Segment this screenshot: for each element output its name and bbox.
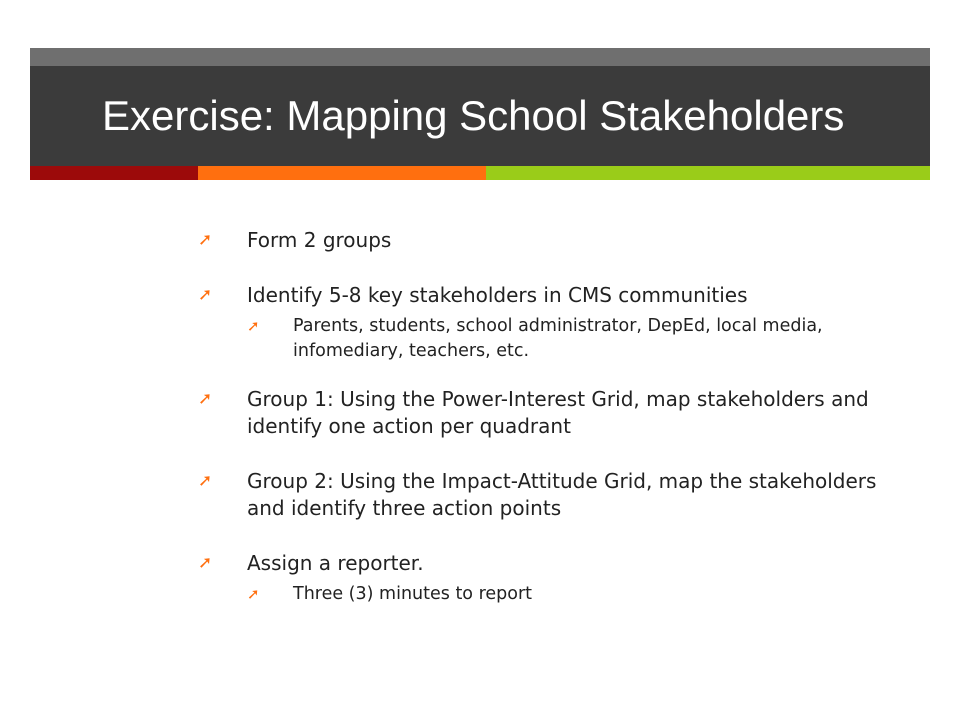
title-top-strip	[30, 48, 930, 66]
arrow-bullet-icon: ➚	[198, 389, 213, 409]
sub-bullet-text: Three (3) minutes to report	[293, 584, 533, 604]
arrow-bullet-icon: ➚	[198, 553, 213, 573]
bullet-item	[198, 550, 888, 607]
bullet-text: Form 2 groups	[247, 228, 392, 252]
arrow-bullet-icon: ➚	[247, 317, 260, 335]
accent-bar-red	[30, 166, 198, 180]
accent-bar-green	[486, 166, 930, 180]
slide-title: Exercise: Mapping School Stakeholders	[102, 92, 845, 139]
sub-bullet-item	[247, 582, 888, 607]
arrow-bullet-icon: ➚	[198, 285, 213, 305]
arrow-bullet-icon: ➚	[198, 230, 213, 250]
bullet-text: Assign a reporter.	[247, 551, 424, 575]
bullet-list	[198, 227, 888, 629]
sub-bullet-item	[247, 314, 888, 364]
title-band	[30, 66, 930, 166]
bullet-item	[198, 227, 888, 254]
bullet-item	[198, 282, 888, 364]
bullet-item	[198, 468, 888, 522]
sub-bullet-list	[247, 582, 888, 607]
arrow-bullet-icon: ➚	[247, 585, 260, 603]
accent-bar-orange	[198, 166, 486, 180]
bullet-item	[198, 386, 888, 440]
bullet-text: Identify 5-8 key stakeholders in CMS communities	[247, 283, 748, 307]
sub-bullet-list	[247, 314, 888, 364]
bullet-text: Group 2: Using the Impact-Attitude Grid, map the stakeholders and identify three action points	[247, 469, 877, 520]
bullet-text: Group 1: Using the Power-Interest Grid, map stakeholders and identify one action per quadrant	[247, 387, 869, 438]
sub-bullet-text: Parents, students, school administrator, DepEd, local media, infomediary, teachers, etc.	[293, 316, 823, 361]
arrow-bullet-icon: ➚	[198, 471, 213, 491]
